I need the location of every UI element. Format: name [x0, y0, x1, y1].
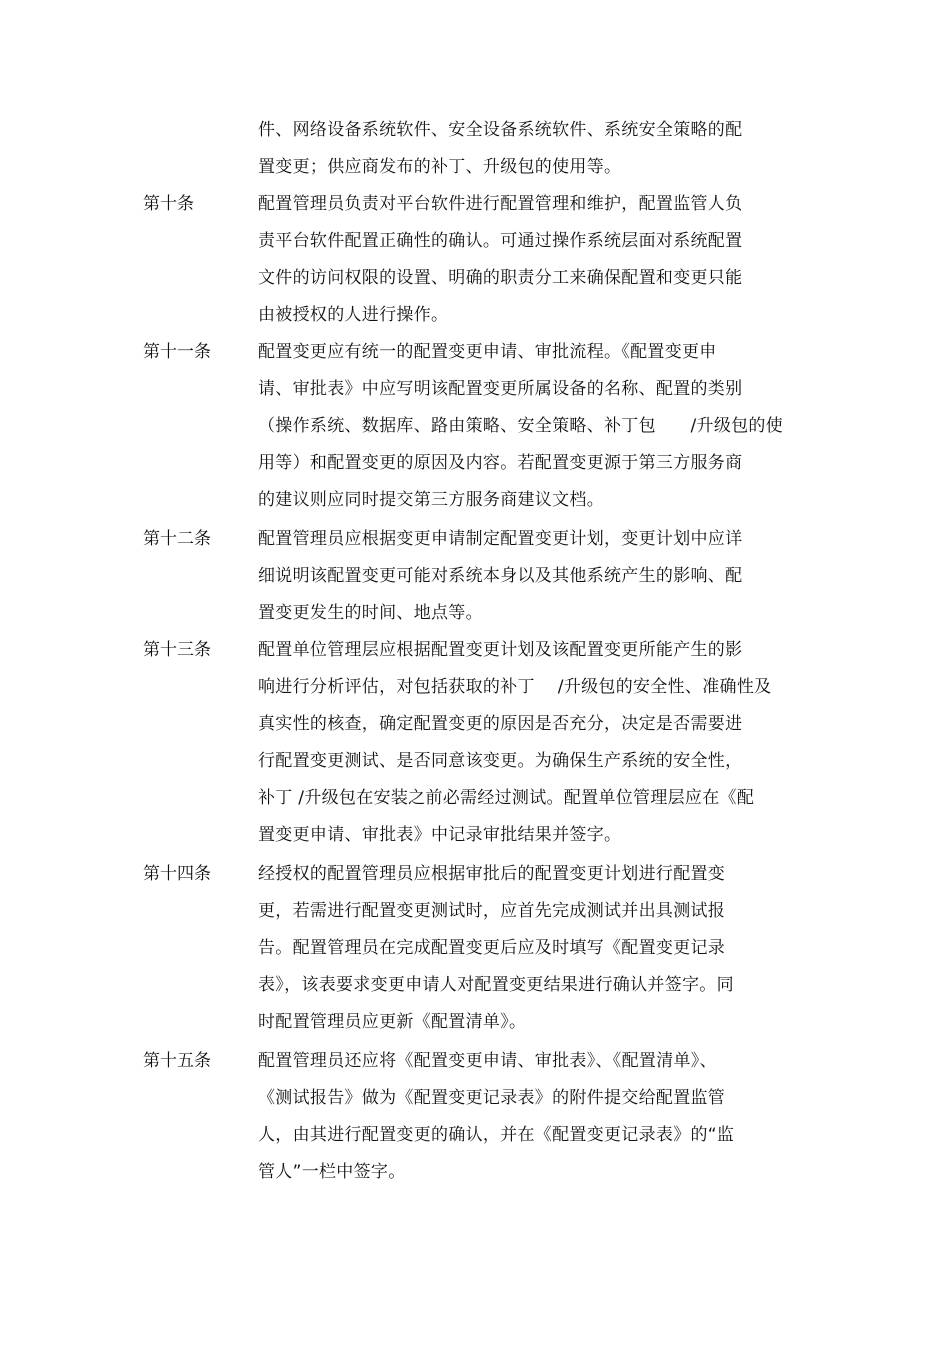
article-14-line: 更，若需进行配置变更测试时，应首先完成测试并出具测试报 — [258, 901, 726, 921]
intro-line: 置变更；供应商发布的补丁、升级包的使用等。 — [258, 157, 622, 177]
article-10-line: 责平台软件配置正确性的确认。可通过操作系统层面对系统配置 — [258, 231, 743, 251]
article-12-label: 第十二条 — [143, 529, 211, 549]
article-12-line: 配置管理员应根据变更申请制定配置变更计划，变更计划中应详 — [258, 529, 743, 549]
article-12-line: 置变更发生的时间、地点等。 — [258, 603, 483, 623]
article-15-label: 第十五条 — [143, 1051, 211, 1071]
article-14-line: 经授权的配置管理员应根据审批后的配置变更计划进行配置变 — [258, 864, 726, 884]
article-10-line: 由被授权的人进行操作。 — [258, 305, 449, 325]
article-10-label: 第十条 — [143, 194, 194, 214]
article-13-label: 第十三条 — [143, 640, 211, 660]
article-13-line: 真实性的核查，确定配置变更的原因是否充分，决定是否需要进 — [258, 714, 743, 734]
article-14-line: 告。配置管理员在完成配置变更后应及时填写《配置变更记录 — [258, 938, 726, 958]
intro-line: 件、网络设备系统软件、安全设备系统软件、系统安全策略的配 — [258, 120, 743, 140]
article-13-line: 补丁 /升级包在安装之前必需经过测试。配置单位管理层应在《配 — [258, 788, 755, 808]
article-11-line: 用等）和配置变更的原因及内容。若配置变更源于第三方服务商 — [258, 453, 743, 473]
article-13-line: 响进行分析评估，对包括获取的补丁 /升级包的安全性、准确性及 — [258, 677, 772, 697]
article-13-line: 行配置变更测试、是否同意该变更。为确保生产系统的安全性， — [258, 751, 743, 771]
article-14-line: 表》，该表要求变更申请人对配置变更结果进行确认并签字。同 — [258, 975, 734, 995]
article-11-line: 请、审批表》中应写明该配置变更所属设备的名称、配置的类别 — [258, 379, 743, 399]
article-14-line: 时配置管理员应更新《配置清单》。 — [258, 1012, 527, 1032]
article-10-line: 文件的访问权限的设置、明确的职责分工来确保配置和变更只能 — [258, 268, 743, 288]
article-15-line: 人，由其进行配置变更的确认，并在《配置变更记录表》的“监 — [258, 1125, 735, 1145]
article-15-line: 《测试报告》做为《配置变更记录表》的附件提交给配置监管 — [258, 1088, 726, 1108]
article-10-line: 配置管理员负责对平台软件进行配置管理和维护，配置监管人负 — [258, 194, 743, 214]
article-12-line: 细说明该配置变更可能对系统本身以及其他系统产生的影响、配 — [258, 566, 743, 586]
article-13-line: 配置单位管理层应根据配置变更计划及该配置变更所能产生的影 — [258, 640, 743, 660]
article-15-line: 配置管理员还应将《配置变更申请、审批表》、《配置清单》、 — [258, 1051, 717, 1071]
article-11-line: （操作系统、数据库、路由策略、安全策略、补丁包 /升级包的使 — [258, 416, 784, 436]
article-13-line: 置变更申请、审批表》中记录审批结果并签字。 — [258, 825, 622, 845]
article-15-line: 管人”一栏中签字。 — [258, 1162, 406, 1182]
article-14-label: 第十四条 — [143, 864, 211, 884]
article-11-label: 第十一条 — [143, 342, 211, 362]
article-11-line: 的建议则应同时提交第三方服务商建议文档。 — [258, 490, 604, 510]
article-11-line: 配置变更应有统一的配置变更申请、审批流程。《配置变更申 — [258, 342, 717, 362]
